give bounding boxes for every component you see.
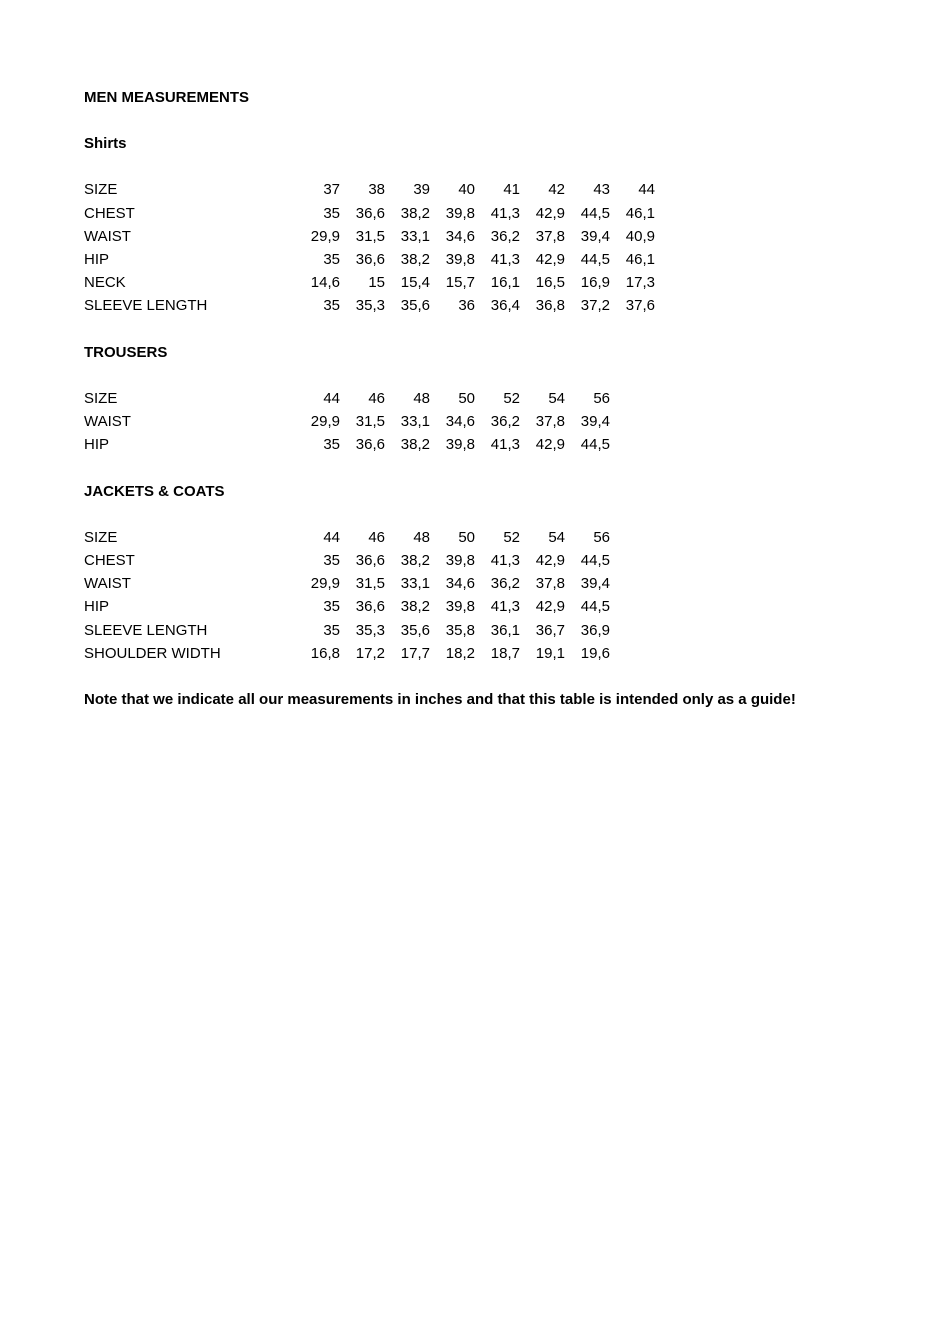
row-label: CHEST bbox=[84, 204, 135, 222]
table-cell: 52 bbox=[503, 389, 520, 407]
table-row bbox=[84, 225, 884, 248]
table-cell: 16,9 bbox=[580, 274, 610, 292]
row-label: HIP bbox=[84, 598, 110, 616]
table-cell: 19,6 bbox=[580, 644, 610, 662]
table-cell: 44,5 bbox=[580, 250, 610, 268]
row-label: WAIST bbox=[84, 413, 131, 431]
table-cell: 37,8 bbox=[535, 227, 565, 245]
table-cell: 50 bbox=[458, 389, 475, 407]
table-cell: 36,6 bbox=[355, 204, 385, 222]
table-cell: 36,4 bbox=[490, 297, 520, 315]
table-row bbox=[84, 642, 884, 665]
table-cell: 38,2 bbox=[400, 598, 430, 616]
table-cell: 39,4 bbox=[580, 413, 610, 431]
table-cell: 36 bbox=[458, 297, 475, 315]
table-row bbox=[84, 526, 884, 549]
trousers-table bbox=[84, 387, 884, 457]
table-cell: 37,6 bbox=[625, 297, 655, 315]
table-cell: 19,1 bbox=[535, 644, 565, 662]
table-cell: 41,3 bbox=[490, 598, 520, 616]
table-row bbox=[84, 202, 884, 225]
table-cell: 18,2 bbox=[445, 644, 475, 662]
table-cell: 40,9 bbox=[625, 227, 655, 245]
table-cell: 29,9 bbox=[310, 575, 340, 593]
table-cell: 35,3 bbox=[355, 297, 385, 315]
table-cell: 42,9 bbox=[535, 436, 565, 454]
table-cell: 16,5 bbox=[535, 274, 565, 292]
table-cell: 39 bbox=[413, 181, 430, 199]
table-cell: 38,2 bbox=[400, 436, 430, 454]
row-label: HIP bbox=[84, 436, 110, 454]
table-cell: 46 bbox=[368, 528, 385, 546]
table-cell: 41,3 bbox=[490, 436, 520, 454]
table-cell: 37 bbox=[323, 181, 340, 199]
table-cell: 16,1 bbox=[490, 274, 520, 292]
table-cell: 34,6 bbox=[445, 227, 475, 245]
table-cell: 16,8 bbox=[310, 644, 340, 662]
table-cell: 18,7 bbox=[490, 644, 520, 662]
table-cell: 52 bbox=[503, 528, 520, 546]
table-cell: 15,7 bbox=[445, 274, 475, 292]
table-cell: 44 bbox=[323, 528, 340, 546]
table-cell: 48 bbox=[413, 389, 430, 407]
table-row bbox=[84, 549, 884, 572]
table-cell: 42,9 bbox=[535, 204, 565, 222]
measurement-note: Note that we indicate all our measurements in inches and that this table is intended only as a guide! bbox=[84, 691, 796, 709]
table-cell: 14,6 bbox=[310, 274, 340, 292]
table-cell: 43 bbox=[593, 181, 610, 199]
row-label: WAIST bbox=[84, 227, 131, 245]
table-cell: 35 bbox=[323, 552, 340, 569]
page-title: MEN MEASUREMENTS bbox=[84, 89, 250, 106]
table-cell: 44 bbox=[323, 389, 340, 407]
table-cell: 31,5 bbox=[355, 227, 385, 245]
table-cell: 39,8 bbox=[445, 598, 475, 616]
table-cell: 36,2 bbox=[490, 227, 520, 245]
row-label: SIZE bbox=[84, 389, 118, 407]
table-row bbox=[84, 248, 884, 271]
table-row bbox=[84, 595, 884, 618]
table-cell: 17,7 bbox=[400, 644, 430, 662]
row-label: SHOULDER WIDTH bbox=[84, 644, 221, 662]
table-cell: 37,2 bbox=[580, 297, 610, 315]
table-cell: 33,1 bbox=[400, 227, 430, 245]
table-cell: 38 bbox=[368, 181, 385, 199]
table-cell: 34,6 bbox=[445, 413, 475, 431]
table-cell: 35,8 bbox=[445, 621, 475, 639]
table-cell: 17,3 bbox=[625, 274, 655, 292]
table-cell: 36,1 bbox=[490, 621, 520, 639]
row-label: WAIST bbox=[84, 575, 131, 593]
table-cell: 35 bbox=[323, 204, 340, 222]
table-cell: 39,8 bbox=[445, 204, 475, 222]
table-cell: 50 bbox=[458, 528, 475, 546]
table-cell: 44,5 bbox=[580, 598, 610, 616]
table-row bbox=[84, 271, 884, 294]
table-cell: 33,1 bbox=[400, 575, 430, 593]
table-row bbox=[84, 619, 884, 642]
row-label: HIP bbox=[84, 250, 110, 268]
row-label: SIZE bbox=[84, 181, 118, 199]
shirts-table bbox=[84, 178, 884, 317]
row-label: SIZE bbox=[84, 528, 118, 546]
table-cell: 36,8 bbox=[535, 297, 565, 315]
table-cell: 42,9 bbox=[535, 598, 565, 616]
table-cell: 36,6 bbox=[355, 598, 385, 616]
table-cell: 17,2 bbox=[355, 644, 385, 662]
table-row bbox=[84, 178, 884, 201]
table-cell: 41 bbox=[503, 181, 520, 199]
table-cell: 54 bbox=[548, 389, 565, 407]
table-cell: 37,8 bbox=[535, 413, 565, 431]
table-cell: 44 bbox=[638, 181, 655, 199]
table-cell: 37,8 bbox=[535, 575, 565, 593]
table-cell: 34,6 bbox=[445, 575, 475, 593]
table-cell: 15 bbox=[368, 274, 385, 292]
table-cell: 39,8 bbox=[445, 552, 475, 569]
trousers-heading: TROUSERS bbox=[84, 343, 168, 361]
table-cell: 36,6 bbox=[355, 552, 385, 569]
table-cell: 39,4 bbox=[580, 227, 610, 245]
table-cell: 42,9 bbox=[535, 250, 565, 268]
table-cell: 41,3 bbox=[490, 204, 520, 222]
row-label: NECK bbox=[84, 274, 126, 292]
table-cell: 56 bbox=[593, 528, 610, 546]
table-cell: 46 bbox=[368, 389, 385, 407]
table-cell: 35 bbox=[323, 436, 340, 454]
table-cell: 36,9 bbox=[580, 621, 610, 639]
table-cell: 40 bbox=[458, 181, 475, 199]
table-cell: 56 bbox=[593, 389, 610, 407]
table-cell: 41,3 bbox=[490, 552, 520, 569]
table-cell: 33,1 bbox=[400, 413, 430, 431]
table-cell: 31,5 bbox=[355, 413, 385, 431]
table-row bbox=[84, 387, 884, 410]
table-cell: 44,5 bbox=[580, 204, 610, 222]
table-cell: 39,8 bbox=[445, 250, 475, 268]
table-cell: 15,4 bbox=[400, 274, 430, 292]
table-cell: 36,7 bbox=[535, 621, 565, 639]
table-cell: 48 bbox=[413, 528, 430, 546]
jackets-heading: JACKETS & COATS bbox=[84, 482, 225, 500]
table-cell: 46,1 bbox=[625, 204, 655, 222]
table-cell: 35,3 bbox=[355, 621, 385, 639]
row-label: SLEEVE LENGTH bbox=[84, 297, 208, 315]
table-cell: 35 bbox=[323, 297, 340, 315]
table-cell: 39,8 bbox=[445, 436, 475, 454]
table-cell: 35,6 bbox=[400, 297, 430, 315]
table-cell: 36,6 bbox=[355, 436, 385, 454]
table-cell: 44,5 bbox=[580, 436, 610, 454]
table-cell: 42,9 bbox=[535, 552, 565, 569]
table-cell: 41,3 bbox=[490, 250, 520, 268]
table-cell: 31,5 bbox=[355, 575, 385, 593]
document-page bbox=[84, 86, 884, 711]
table-cell: 29,9 bbox=[310, 227, 340, 245]
table-cell: 44,5 bbox=[580, 552, 610, 569]
table-cell: 36,2 bbox=[490, 413, 520, 431]
table-row bbox=[84, 410, 884, 433]
table-cell: 54 bbox=[548, 528, 565, 546]
table-cell: 36,2 bbox=[490, 575, 520, 593]
shirts-heading: Shirts bbox=[84, 135, 127, 153]
table-row bbox=[84, 572, 884, 595]
table-row bbox=[84, 433, 884, 456]
table-cell: 35 bbox=[323, 250, 340, 268]
table-cell: 38,2 bbox=[400, 204, 430, 222]
table-cell: 38,2 bbox=[400, 250, 430, 268]
table-cell: 29,9 bbox=[310, 413, 340, 431]
table-cell: 38,2 bbox=[400, 552, 430, 569]
table-cell: 36,6 bbox=[355, 250, 385, 268]
table-cell: 46,1 bbox=[625, 250, 655, 268]
row-label: SLEEVE LENGTH bbox=[84, 621, 208, 639]
table-cell: 35,6 bbox=[400, 621, 430, 639]
jackets-table bbox=[84, 526, 884, 665]
table-cell: 42 bbox=[548, 181, 565, 199]
table-cell: 35 bbox=[323, 621, 340, 639]
table-cell: 35 bbox=[323, 598, 340, 616]
table-row bbox=[84, 294, 884, 317]
table-cell: 39,4 bbox=[580, 575, 610, 593]
row-label: CHEST bbox=[84, 552, 135, 569]
